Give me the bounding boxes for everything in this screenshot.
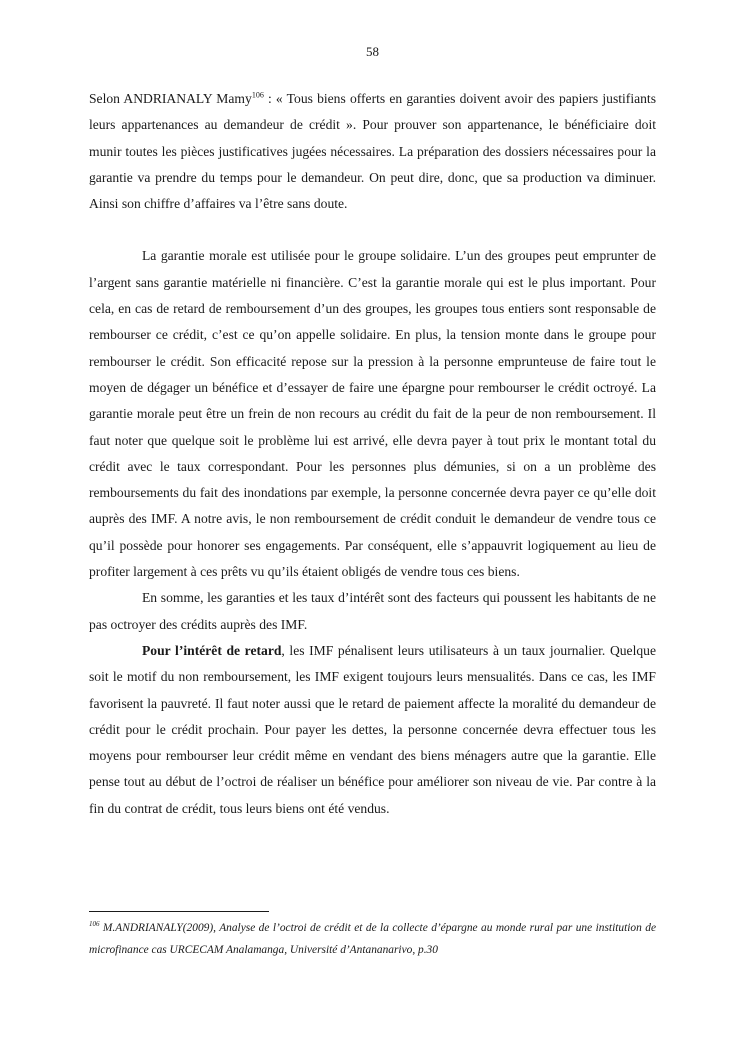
paragraph-garantie-morale: [89, 243, 656, 585]
paragraph-en-somme: [89, 585, 656, 638]
footnote-divider: [89, 911, 269, 912]
paragraph-text: , les IMF pénalisent leurs utilisateurs à un taux journalier. Quelque soit le motif du non remboursement, les IMF exigent toujours leurs mensualités. Dans ce cas, les IMF favorisent la pauvreté. Il faut noter aussi que le retard de paiement affecte la moralité du demandeur de crédit pour le crédit prochain. Pour payer les dettes, la personne concernée devra effectuer tous les moyens pour rembourser leur crédit même en vendant des biens ménagers autre que la garantie. Elle pense tout au début de l’octroi de réaliser un bénéfice pour améliorer son niveau de vie. Par contre à la fin du contrat de crédit, tous leurs biens ont été vendus.: [89, 642, 656, 816]
paragraph-lead: Selon ANDRIANALY Mamy: [89, 91, 252, 106]
body-text: [89, 86, 656, 822]
paragraph-text: : « Tous biens offerts en garanties doivent avoir des papiers justifiants leurs appartenances au demandeur de crédit ». Pour prouver son appartenance, le bénéficiaire doit munir toutes les pièces justificatives jugées nécessaires. La préparation des dossiers nécessaires pour la garantie va prendre du temps pour le demandeur. On peut dire, donc, que sa production va diminuer. Ainsi son chiffre d’affaires va l’être sans doute.: [89, 91, 656, 212]
page-number: 58: [366, 44, 379, 59]
footnote-text: M.ANDRIANALY(2009), Analyse de l’octroi de crédit et de la collecte d’épargne au monde rural par une institution de microfinance cas URCECAM Analamanga, Université d’Antananarivo, p.30: [89, 922, 656, 956]
paragraph-interet-retard: [89, 638, 656, 822]
paragraph-andrianaly-quote: [89, 86, 656, 217]
footnote: [89, 917, 656, 961]
paragraph-text: En somme, les garanties et les taux d’intérêt sont des facteurs qui poussent les habitants de ne pas octroyer des crédits auprès des IMF.: [89, 590, 656, 632]
footnote-reference: 106: [251, 90, 264, 100]
paragraph-bold-lead: Pour l’intérêt de retard: [142, 642, 282, 658]
paragraph-text: La garantie morale est utilisée pour le groupe solidaire. L’un des groupes peut emprunter de l’argent sans garantie matérielle ni financière. C’est la garantie morale qui est le plus important. Pour cela, en cas de retard de remboursement d’un des groupes, les groupes tous entiers sont responsable de rembourser ce crédit, c’est ce qu’on appelle solidaire. En plus, la tension monte dans le groupe pour rembourser le crédit. Son efficacité repose sur la pression à la personne emprunteuse de faire tout le moyen de dégager un bénéfice et d’essayer de faire une épargne pour rembourser le crédit octroyé. La garantie morale peut être un frein de non recours au crédit du fait de la peur de non remboursement. Il faut noter que quelque soit le problème lui est arrivé, elle devra payer à tout prix le montant total du crédit avec le taux correspondant. Pour les personnes plus démunies, si on a un problème des remboursements du fait des inondations par exemple, la personne concernée devra payer ce qu’elle doit auprès des IMF. A notre avis, le non remboursement de crédit conduit le demandeur de vendre tous ce qu’il possède pour honorer ses engagements. Par conséquent, elle s’appauvrit logiquement au lieu de profiter largement à ces prêts vu qu’ils étaient obligés de vendre tous ces biens.: [89, 248, 656, 580]
footnote-number: 106: [89, 920, 100, 929]
